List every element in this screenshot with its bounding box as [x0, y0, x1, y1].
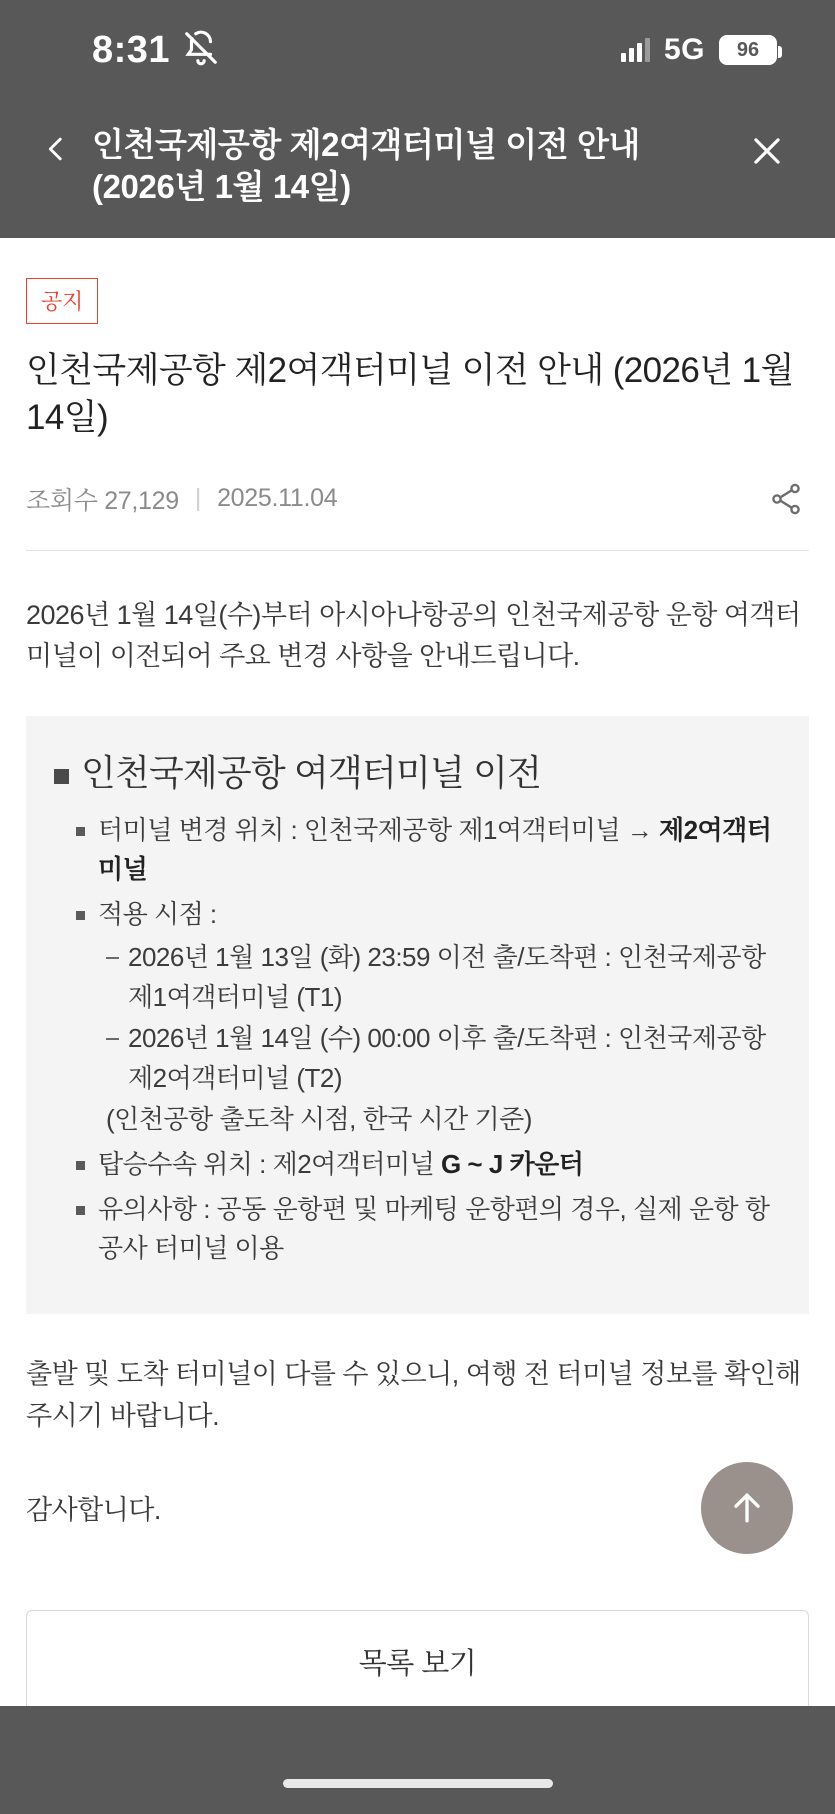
- view-list-button[interactable]: 목록 보기: [26, 1610, 809, 1713]
- status-time: 8:31: [92, 28, 171, 71]
- item-text: 탑승수속 위치 : 제2여객터미널: [98, 1149, 441, 1180]
- share-icon: [768, 481, 804, 517]
- publish-date: 2025.11.04: [217, 484, 338, 513]
- article-meta: [26, 476, 809, 551]
- share-button[interactable]: [763, 476, 809, 522]
- list-item: 2026년 1월 14일 (수) 00:00 이후 출/도착편 : 인천국제공항 제2여객터미널 (T2): [128, 1019, 779, 1098]
- status-bar: [0, 0, 835, 100]
- network-label: 5G: [663, 33, 705, 66]
- bottom-bar: [0, 1706, 835, 1814]
- item-text: 터미널 변경 위치 : 인천국제공항 제1여객터미널 →: [98, 815, 659, 846]
- status-bar-left: [92, 29, 220, 72]
- article-title: 인천국제공항 제2여객터미널 이전 안내 (2026년 1월 14일): [26, 351, 794, 438]
- item-emphasis: 제2여객터미널: [98, 815, 772, 885]
- list-item: [98, 1190, 779, 1268]
- view-count: 조회수 27,129: [26, 486, 179, 515]
- list-item: 2026년 1월 13일 (화) 23:59 이전 출/도착편 : 인천국제공항 제1여객터미널 (T1): [128, 938, 779, 1017]
- terminal-info-box: [26, 716, 809, 1314]
- box-heading: 인천국제공항 여객터미널 이전: [81, 752, 542, 794]
- home-indicator[interactable]: [283, 1779, 553, 1788]
- meta-text: [26, 481, 763, 517]
- status-bar-right: [621, 33, 777, 67]
- list-item: [98, 895, 779, 1139]
- item-text: 유의사항 : 공동 운항편 및 마케팅 운항편의 경우, 실제 운항 항공사 터미널 이용: [98, 1194, 770, 1264]
- back-button[interactable]: [28, 110, 84, 166]
- cellular-signal-icon: [621, 38, 650, 62]
- article-body: [0, 595, 835, 1713]
- item-text: 적용 시점 :: [98, 899, 217, 930]
- intro-paragraph: 2026년 1월 14일(수)부터 아시아나항공의 인천국제공항 운항 여객터미널이 이전되어 주요 변경 사항을 안내드립니다.: [26, 599, 801, 672]
- list-item: [98, 811, 779, 889]
- navigation-bar: [0, 100, 835, 238]
- page-title: 인천국제공항 제2여객터미널 이전 안내 (2026년 1월 14일): [92, 126, 640, 206]
- list-item: [98, 1145, 779, 1184]
- scroll-to-top-button[interactable]: [701, 1462, 793, 1554]
- arrow-up-icon: [725, 1486, 769, 1530]
- bell-slash-icon: [182, 29, 220, 72]
- timing-note: (인천공항 출도착 시점, 한국 시간 기준): [106, 1104, 532, 1135]
- close-icon: [748, 132, 786, 170]
- outro-paragraph: 출발 및 도착 터미널이 다를 수 있으니, 여행 전 터미널 정보를 확인해 주시기 바랍니다.: [26, 1359, 801, 1431]
- box-heading-row: [54, 750, 779, 797]
- close-button[interactable]: [739, 110, 795, 170]
- square-bullet-icon: [54, 769, 69, 784]
- badge-row: [26, 238, 809, 324]
- thanks-paragraph: 감사합니다.: [26, 1494, 161, 1525]
- terminal-timing-sublist: [98, 938, 779, 1098]
- terminal-info-list: [54, 811, 779, 1268]
- chevron-left-icon: [39, 132, 73, 166]
- battery-indicator: 96: [719, 35, 777, 65]
- notice-badge: 공지: [26, 278, 98, 324]
- article-header: [0, 238, 835, 550]
- item-emphasis: G ~ J 카운터: [440, 1149, 584, 1180]
- meta-separator: |: [194, 484, 202, 513]
